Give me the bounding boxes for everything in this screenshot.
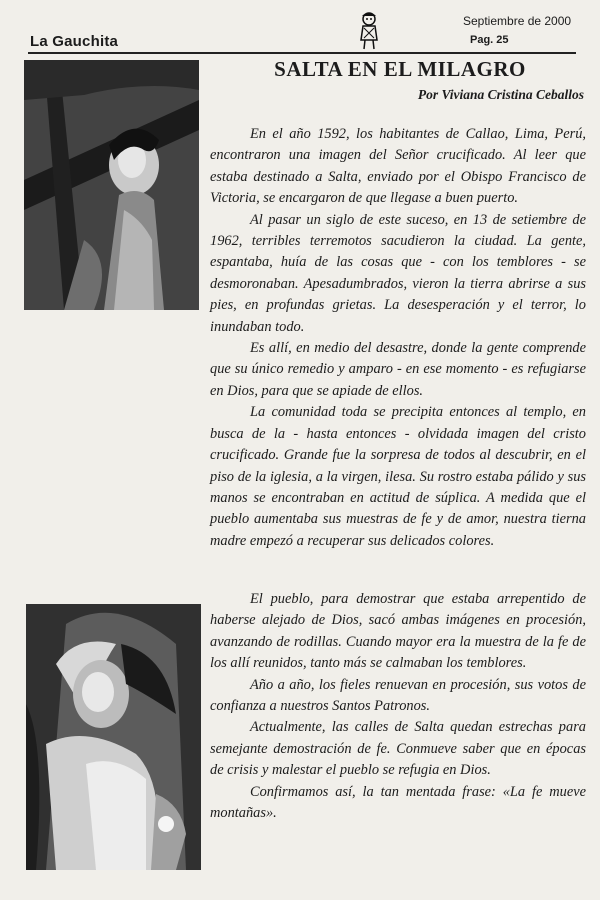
article-paragraph: El pueblo, para demostrar que estaba arrepentido de haberse alejado de Dios, sacó ambas imágenes en procesión, avanzando de rodillas. Cuando mayor era la muestra de la fe de los allí reunidos, tanto más se calmaban los temblores. xyxy=(210,591,586,672)
article-paragraph: Confirmamos así, la tan mentada frase: «La fe mueve montañas». xyxy=(210,783,586,822)
publication-name: La Gauchita xyxy=(30,33,119,50)
article-body-continued xyxy=(210,589,586,824)
article-body xyxy=(210,124,586,552)
gaucho-mascot-icon xyxy=(356,10,382,50)
issue-date: Septiembre de 2000 xyxy=(463,14,572,28)
article-paragraph: Es allí, en medio del desastre, donde la gente comprende que su único remedio y amparo - en ese momento - es refugiarse en Dios, para que se apiade de ellos. xyxy=(210,340,586,399)
article-paragraph: Al pasar un siglo de este suceso, en 13 de setiembre de 1962, terribles terremotos sacudieron la ciudad. La gente, espantaba, huía de las cosas que - con los temblores - se desmoronaban. Apesadumbrados, vieron la tierra abrirse a sus pies, en profundas grietas. La desesperación y el terror, lo inundaban todo. xyxy=(210,211,586,335)
header-divider xyxy=(28,52,576,54)
article-paragraph: La comunidad toda se precipita entonces al templo, en busca de la - hasta entonces - olvidada imagen del cristo crucificado. Grande fue la sorpresa de todos al descubrir, en el piso de la iglesia, a la virgen, ilesa. Su rostro estaba pálido y sus manos se encontraban en actitud de súplica. A medida que el pueblo aumentaba sus muestras de fe y de amor, nuestra tierna madre empezó a recuperar sus delicados colores. xyxy=(210,404,586,549)
article-title: SALTA EN EL MILAGRO xyxy=(274,57,526,81)
article-byline: Por Viviana Cristina Ceballos xyxy=(417,87,584,102)
virgin-mary-photo xyxy=(26,604,201,870)
article-paragraph: Año a año, los fieles renuevan en procesión, sus votos de confianza a nuestros Santos Patronos. xyxy=(210,676,586,715)
page-number: Pag. 25 xyxy=(470,34,509,46)
crucified-christ-photo xyxy=(24,60,199,310)
article-paragraph: En el año 1592, los habitantes de Callao, Lima, Perú, encontraron una imagen del Señor crucificado. Al leer que estaba destinado a Salta, enviado por el Obispo Francisco de Victoria, se encargaron de que llegase a buen puerto. xyxy=(210,126,586,207)
article-paragraph: Actualmente, las calles de Salta quedan estrechas para semejante demostración de fe. Conmueve saber que en épocas de crisis y malestar el pueblo se refugia en Dios. xyxy=(210,719,586,779)
